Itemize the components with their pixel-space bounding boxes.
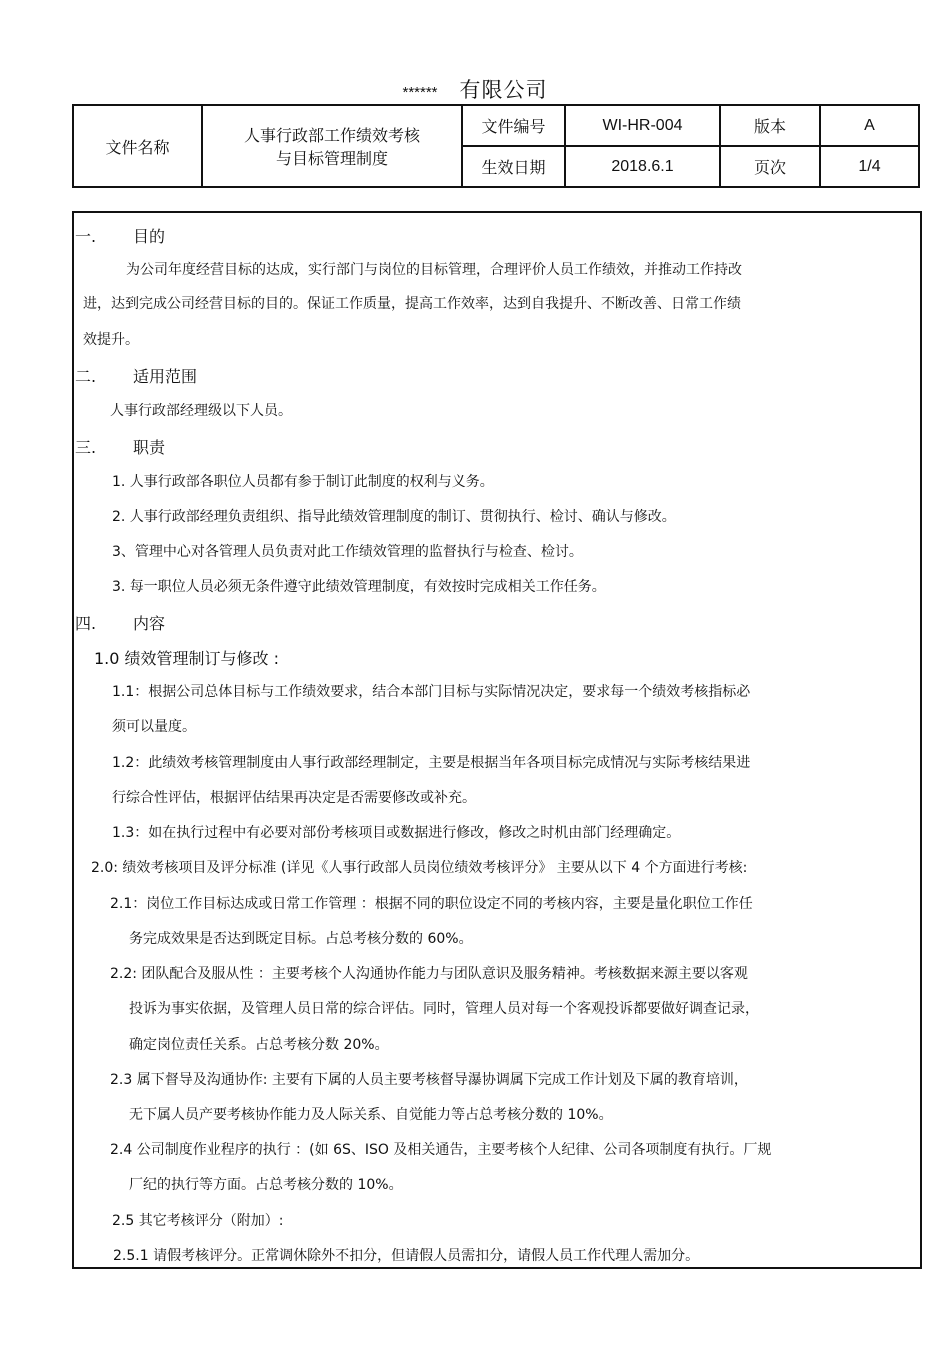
list-item: 1. 人事行政部各职位人员都有参于制订此制度的权利与义务。 xyxy=(112,474,494,490)
paragraph-line: 2.1：岗位工作目标达成或日常工作管理 ：根据不同的职位设定不同的考核内容，主要是量化职位工作任 xyxy=(110,896,753,912)
section-heading: 三. 职责 xyxy=(75,438,166,457)
paragraph-line: 1.1：根据公司总体目标与工作绩效要求，结合本部门目标与实际情况决定，要求每一个绩效考核指标必 xyxy=(112,684,751,700)
paragraph-line: 厂纪的执行等方面。占总考核分数的 10%。 xyxy=(129,1177,403,1193)
paragraph-line: 确定岗位责任关系。占总考核分数 20%。 xyxy=(129,1037,389,1053)
paragraph-line: 为公司年度经营目标的达成，实行部门与岗位的目标管理，合理评价人员工作绩效，并推动工作持改 xyxy=(126,262,742,278)
section-heading: 四. 内容 xyxy=(75,614,166,633)
section-heading: 一. 目的 xyxy=(75,227,166,246)
company-name: 有限公司 xyxy=(459,78,548,102)
section-heading: 二. 适用范围 xyxy=(75,367,198,386)
doc-title-line1: 人事行政部工作绩效考核 xyxy=(243,126,420,145)
paragraph-line: 2.2: 团队配合及服从性 ：主要考核个人沟通协作能力与团队意识及服务精神。考核数据来源主要以客观 xyxy=(110,966,748,982)
list-item: 3. 每一职位人员必须无条件遵守此绩效管理制度，有效按时完成相关工作任务。 xyxy=(112,579,606,595)
doc-no-label: 文件编号 xyxy=(462,105,565,146)
list-item: 2. 人事行政部经理负责组织、指导此绩效管理制度的制订、贯彻执行、检讨、确认与修改。 xyxy=(112,509,676,525)
company-title xyxy=(0,74,950,104)
doc-title xyxy=(202,105,462,187)
document-header-table xyxy=(72,104,920,188)
paragraph-line: 2.5.1 请假考核评分。正常调休除外不扣分，但请假人员需扣分，请假人员工作代理人需加分。 xyxy=(113,1248,700,1264)
paragraph-line: 须可以量度。 xyxy=(112,719,196,735)
effective-date-value: 2018.6.1 xyxy=(565,146,720,187)
paragraph-line: 务完成效果是否达到既定目标。占总考核分数的 60%。 xyxy=(129,931,473,947)
paragraph-line: 1.2：此绩效考核管理制度由人事行政部经理制定，主要是根据当年各项目标完成情况与实际考核结果进 xyxy=(112,755,751,771)
page-label: 页次 xyxy=(720,146,820,187)
paragraph-line: 效提升。 xyxy=(83,332,139,348)
version-label: 版本 xyxy=(720,105,820,146)
paragraph-line: 行综合性评估，根据评估结果再决定是否需要修改或补充。 xyxy=(112,790,476,806)
paragraph-line: 2.3 属下督导及沟通协作: 主要有下属的人员主要考核督导瀑协调属下完成工作计划及下属的教育培训， xyxy=(110,1072,748,1088)
version-value: A xyxy=(820,105,919,146)
doc-no-value: WI-HR-004 xyxy=(565,105,720,146)
doc-name-label: 文件名称 xyxy=(73,105,202,187)
paragraph-line: 投诉为事实依据，及管理人员日常的综合评估。同时，管理人员对每一个客观投诉都要做好调查记录， xyxy=(129,1001,759,1017)
paragraph-line: 无下属人员产要考核协作能力及人际关系、自觉能力等占总考核分数的 10%。 xyxy=(129,1107,613,1123)
paragraph-line: 人事行政部经理级以下人员。 xyxy=(110,403,292,419)
company-stars: ****** xyxy=(402,84,438,101)
paragraph-line: 1.3：如在执行过程中有必要对部份考核项目或数据进行修改，修改之时机由部门经理确定。 xyxy=(112,825,681,841)
paragraph-line: 2.5 其它考核评分（附加）: xyxy=(112,1213,284,1229)
list-item: 3、管理中心对各管理人员负责对此工作绩效管理的监督执行与检查、检讨。 xyxy=(112,544,583,560)
subsection-heading: 1.0 绩效管理制订与修改 : xyxy=(94,649,280,668)
paragraph-line: 2.4 公司制度作业程序的执行 ：(如 6S、ISO 及相关通告，主要考核个人纪律、公司各项制度有执行。厂规 xyxy=(110,1142,772,1158)
paragraph-line: 进，达到完成公司经营目标的目的。保证工作质量，提高工作效率，达到自我提升、不断改善、日常工作绩 xyxy=(83,296,741,312)
page-value: 1/4 xyxy=(820,146,919,187)
subsection-heading: 2.0: 绩效考核项目及评分标准 (详见《人事行政部人员岗位绩效考核评分》 主要从以下 4 个方面进行考核: xyxy=(91,860,748,876)
effective-date-label: 生效日期 xyxy=(462,146,565,187)
doc-title-line2: 与目标管理制度 xyxy=(275,149,388,168)
